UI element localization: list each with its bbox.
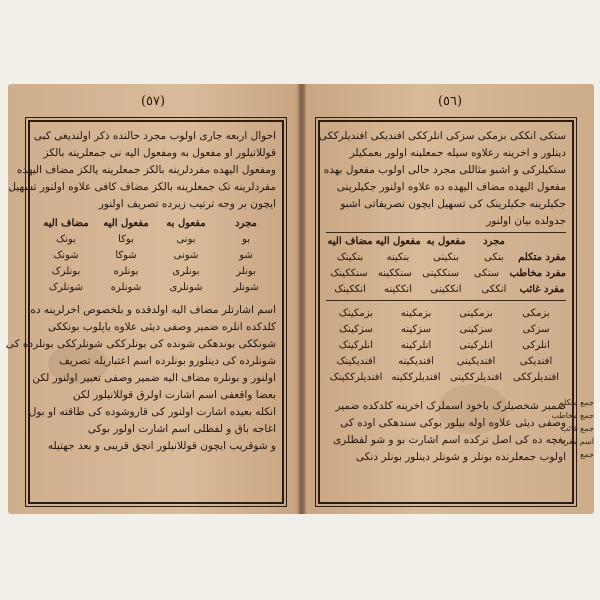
table-row — [326, 282, 566, 298]
table-cell: بنکینی — [433, 252, 459, 263]
row-label: مفرد مخاطب — [509, 268, 566, 279]
margin-note-line: جمع — [580, 450, 594, 459]
text-line: شونلرده کی دینلورو بونلرده اسم اعتباریله تصریف — [58, 355, 276, 367]
table-row — [326, 370, 566, 386]
table-header: مفعول به — [426, 236, 466, 247]
paragraph — [318, 128, 566, 230]
text-frame — [5, 120, 284, 504]
text-line: جدولده بیان اولنور — [486, 215, 566, 227]
margin-note — [551, 396, 594, 461]
table-header: مجرد — [235, 218, 257, 229]
table-cell: انککینی — [430, 284, 462, 295]
table-row — [326, 354, 566, 370]
text-line: ضمیر شخصیلرک باخود اسملرک اخرینه کلدکده ضمیر — [335, 400, 566, 412]
table-cell: افندیکینک — [336, 356, 376, 367]
text-frame — [318, 120, 574, 504]
table-header: مفعول الیه — [103, 218, 149, 229]
text-line: جکیلرینه جکیلرینک کی تسهیل ایچون تصریفاتی اشبو — [340, 198, 566, 210]
left-page — [5, 84, 298, 514]
text-line: وصفی دیئی علاوه اوله بیلور بوکی سندهکی اوده کی — [340, 417, 566, 429]
table-cell: سزکینه — [400, 324, 432, 335]
table-cell: بزمکینک — [338, 308, 374, 319]
paragraph — [8, 128, 276, 213]
table-cell: سنککینه — [377, 268, 412, 279]
table-cell: افندیکینه — [398, 356, 434, 367]
margin-note-line: جمع مخاطب — [551, 411, 594, 420]
text-line: بغچه ده کی اصل ترکده اسم اشارت بو و شو لفظلری — [332, 434, 566, 446]
table-cell: شونلره — [110, 282, 142, 293]
table-cell: افندیلرککینی — [449, 372, 503, 383]
table-row — [326, 322, 566, 338]
table-cell: افندیلرککی — [512, 372, 560, 383]
table-cell: بونلر — [236, 266, 256, 277]
table-row — [36, 264, 276, 280]
text-line: اولنور و بونلره مضاف الیه ضمیر وصفی تعبیر اولنور لکن — [32, 372, 276, 384]
table-mid-rule — [326, 300, 566, 301]
table-cell: شونلری — [169, 282, 203, 293]
table-cell: سزکینک — [339, 324, 373, 335]
table-row — [36, 280, 276, 296]
table-cell: انککینک — [334, 284, 366, 295]
table-row — [36, 248, 276, 264]
table-cell: انلرکینه — [400, 340, 432, 351]
right-page — [306, 84, 594, 514]
table-cell: سنکی — [473, 268, 500, 279]
table-header: مفعول به — [166, 218, 206, 229]
table-header: مضاف الیه — [43, 218, 89, 229]
table-cell: بونلرک — [51, 266, 81, 277]
text-line: اولوب جمعلرنده بونلر و شونلر دینلور بونلر دنکی — [355, 451, 566, 463]
book-gutter — [298, 84, 306, 514]
table-cell: بنکینک — [336, 252, 364, 263]
table-cell: بزمکینه — [400, 308, 432, 319]
text-line: قوللانیلور او مفعول به ومفعول الیه نی جمعلرینه بالکز — [43, 147, 276, 159]
paragraph — [326, 398, 566, 466]
table-cell: افندیکی — [519, 356, 553, 367]
table-row — [326, 306, 566, 322]
table-cell: سزکینی — [459, 324, 493, 335]
table-cell: شو — [239, 250, 253, 261]
declension-table — [36, 216, 276, 296]
text-line: دینلور و اخرینه رعلاوه سیله جمعلینه اولور بعمکیلر — [349, 147, 566, 159]
table-cell: بنکینه — [386, 252, 410, 263]
table-header: مضاف الیه — [327, 236, 373, 247]
table-header: مفعول الیه — [375, 236, 421, 247]
table-cell: شونک — [53, 250, 79, 261]
text-line: ایچون بر وجه ترتیب زیرده تصریف اولنور — [98, 198, 276, 210]
text-line: ومفعول الیهده مفردلرینه بالکز جمعلرینه یالکز مضاف الیهده — [16, 164, 276, 176]
table-cell: شونلرک — [48, 282, 84, 293]
table-row — [326, 250, 566, 266]
text-line: ستکی انککی بزمکی سزکی انلرککی افندیکی افندیلرککی — [318, 130, 566, 142]
table-top-rule — [326, 232, 566, 233]
row-label: مفرد متکلم — [518, 252, 566, 263]
table-cell: افندیلرککینک — [329, 372, 383, 383]
margin-note-line: جمع متکلم — [558, 398, 594, 407]
text-line: اسم اشارتلر مضاف الیه اولدقده و بلخصوص اخرلرینه ده — [30, 304, 276, 316]
table-cell: بوکا — [118, 234, 134, 245]
table-cell: بزمکینی — [459, 308, 493, 319]
table-cell: انلرکینک — [338, 340, 374, 351]
table-cell: شونلر — [233, 282, 259, 293]
paragraph — [5, 302, 276, 455]
table-cell: افندیکینی — [456, 356, 496, 367]
table-cell: سزکی — [522, 324, 550, 335]
page-number: (٥٦) — [437, 94, 463, 109]
table-cell: شوکا — [115, 250, 137, 261]
text-line: مفعول الیهده مضاف الیهده ده علاوه اولنور جکیلرینی — [336, 181, 566, 193]
table-header-row — [36, 216, 276, 232]
margin-note-line: اسم مفرد — [560, 437, 594, 446]
table-cell: سنککینک — [330, 268, 368, 279]
margin-note-line: جمع غائب — [560, 424, 594, 433]
table-row — [326, 266, 566, 282]
table-cell: بونک — [56, 234, 76, 245]
table-cell: بونلری — [172, 266, 200, 277]
table-cell: بنکی — [484, 252, 504, 263]
table-cell: بو — [242, 234, 250, 245]
text-line: انکله بعیده اشارت اولنور کی قاروشوده کی طاقته او بول — [28, 406, 276, 418]
text-line: مفردلرینه تک جمعلرینه بالکز مضاف کافی علاوه اولنور تسهیل — [8, 181, 276, 193]
table-cell: بزمکی — [522, 308, 550, 319]
table-header: مجرد — [483, 236, 505, 247]
table-cell: شونی — [173, 250, 199, 261]
text-line: ستکیلرکی و اشبو مثاللی مجرد حالی اولوب مفعول بهده — [323, 164, 566, 176]
text-line: بعضا واقعفی اسم اشارت اولرق قوللانیلور لکن — [72, 389, 276, 401]
table-cell: انککینه — [383, 284, 412, 295]
text-line: و شوقریب ایچون قوللانیلور انچق قریبی و بعد جهتیله — [47, 440, 276, 452]
text-line: کلدکده انلره ضمیر وصفی دیئی علاوه یاپلوب بونککی — [47, 321, 276, 333]
plural-possessive-rows — [326, 306, 566, 386]
table-row — [36, 232, 276, 248]
table-cell: بونلره — [113, 266, 139, 277]
possessive-table — [326, 234, 566, 298]
table-cell: بونی — [176, 234, 196, 245]
text-line: اغاجه باق و لفظلی اسم اشارت اولور بوکی — [87, 423, 276, 435]
table-cell: انلرکینی — [459, 340, 493, 351]
page-number: (٥٧) — [140, 94, 166, 109]
text-line: احوال اربعه جاری اولوب مجرد حالنده ذکر اولندیغی کبی — [33, 130, 276, 142]
book-spread-scan — [5, 84, 594, 514]
table-cell: انککی — [481, 284, 507, 295]
text-line: شونککی بوندهکی شونده کی بونلرککی شونلرککی بونلرده کی — [5, 338, 276, 350]
row-label: مفرد غائب — [519, 284, 565, 295]
table-row — [326, 338, 566, 354]
table-header-spacer — [518, 234, 566, 250]
table-cell: افندیلرککینه — [391, 372, 441, 383]
table-header-row — [326, 234, 566, 250]
table-cell: انلرکی — [522, 340, 550, 351]
table-cell: سنککینی — [422, 268, 460, 279]
